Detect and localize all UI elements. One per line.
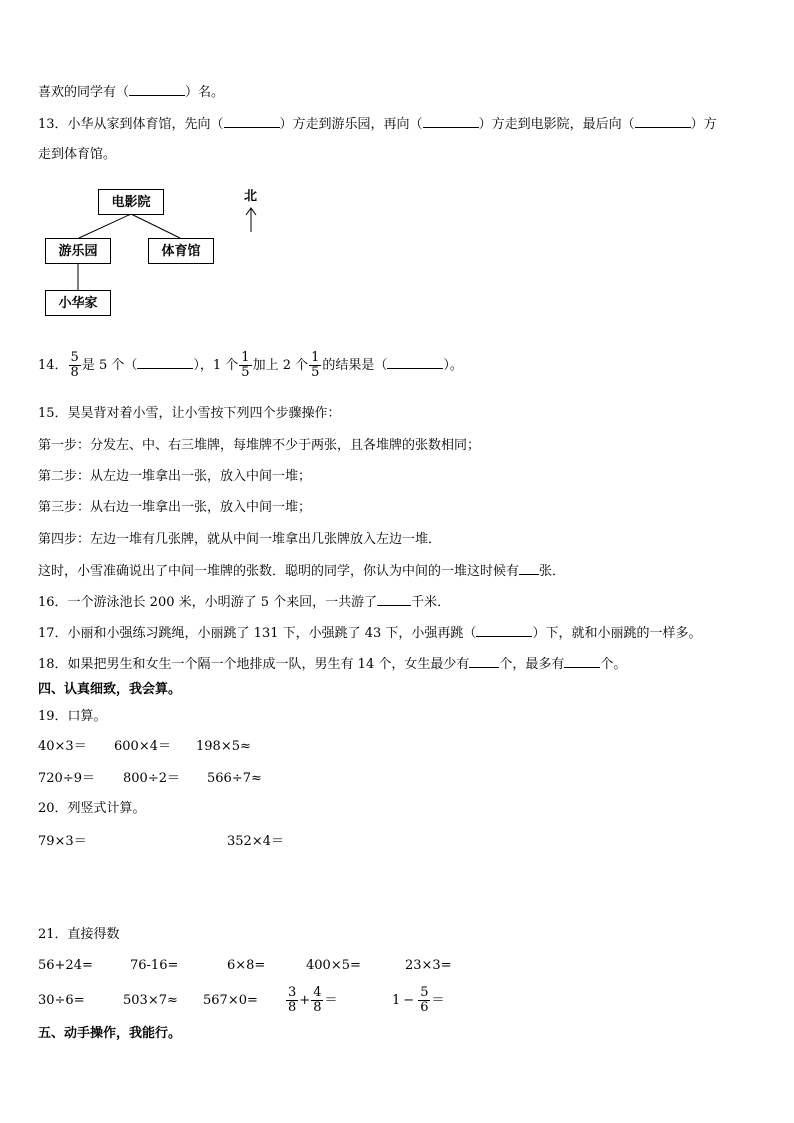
calc-item: 30÷6= <box>38 993 85 1008</box>
q15-step1: 第一步：分发左、中、右三堆牌，每堆牌不少于两张，且各堆牌的张数相同； <box>38 438 481 453</box>
fraction-1-5: $\frac{1}{5}$ <box>311 350 320 380</box>
calc-item: 720÷9＝ <box>38 771 95 786</box>
q15-step3: 第三步：从右边一堆拿出一张，放入中间一堆； <box>38 500 312 515</box>
box-gym: 体育馆 <box>148 238 214 264</box>
calc-item: 400×5= <box>306 958 361 973</box>
calc-fraction-sum: $\frac{3}{8}$ + $\frac{4}{8}$ ＝ <box>288 985 338 1015</box>
calc-item: 40×3＝ <box>38 739 87 754</box>
box-home: 小华家 <box>45 290 111 316</box>
calc-item: 503×7≈ <box>123 993 178 1008</box>
calc-item: 198×5≈ <box>196 739 251 754</box>
calc-item: 76-16= <box>130 958 179 973</box>
q13-line2: 走到体育馆。 <box>38 147 117 162</box>
direction-map <box>0 0 794 330</box>
fraction-3-8: $\frac{3}{8}$ <box>288 985 297 1015</box>
answer-blank[interactable] <box>476 624 532 637</box>
fraction-5-8: $\frac{5}{8}$ <box>70 350 79 380</box>
section-4-heading: 四、认真细致，我会算。 <box>38 682 182 697</box>
calc-item: 567×0= <box>203 993 258 1008</box>
q18: 18．如果把男生和女生一个隔一个地排成一队，男生有 14 个，女生最少有 个，最多有 个。 <box>38 657 627 672</box>
q14: 14． $\frac{5}{8}$ 是 5 个（ ），1 个 $\frac{1}{5}$ 加上 2 个 $\frac{1}{5}$ 的结果是（ ）。 <box>38 350 463 380</box>
calc-item: 566÷7≈ <box>207 771 262 786</box>
answer-blank[interactable] <box>377 593 411 606</box>
fraction-5-6: $\frac{5}{6}$ <box>420 985 429 1015</box>
calc-item: 352×4＝ <box>227 834 284 849</box>
q13-line1: 13．小华从家到体育馆，先向（ ）方走到游乐园，再向（ ）方走到电影院，最后向（ ）方 <box>38 117 717 132</box>
calc-item: 56+24= <box>38 958 93 973</box>
box-park: 游乐园 <box>45 238 111 264</box>
connector-cinema-park <box>79 214 131 238</box>
box-cinema: 电影院 <box>98 189 164 215</box>
calc-item: 79×3＝ <box>38 834 87 849</box>
q15-end: 这时，小雪准确说出了中间一堆牌的张数．聪明的同学，你认为中间的一堆这时候有 张． <box>38 564 566 579</box>
q17: 17．小丽和小强练习跳绳，小丽跳了 131 下，小强跳了 43 下，小强再跳（ ）下，就和小丽跳的一样多。 <box>38 626 702 641</box>
fraction-4-8: $\frac{4}{8}$ <box>313 985 322 1015</box>
q12-tail: 喜欢的同学有（ ）名。 <box>38 85 225 100</box>
answer-blank[interactable] <box>469 655 499 668</box>
answer-blank[interactable] <box>564 655 600 668</box>
q21-title: 21．直接得数 <box>38 927 120 942</box>
q16: 16．一个游泳池长 200 米，小明游了 5 个来回，一共游了 千米． <box>38 595 451 610</box>
calc-item: 800÷2＝ <box>123 771 180 786</box>
calc-item: 6×8= <box>227 958 266 973</box>
calc-item: 23×3= <box>405 958 452 973</box>
connector-cinema-gym <box>131 214 180 238</box>
q15-step4: 第四步：左边一堆有几张牌，就从中间一堆拿出几张牌放入左边一堆． <box>38 532 442 547</box>
answer-blank[interactable] <box>387 356 443 369</box>
calc-item: 600×4＝ <box>114 739 171 754</box>
q20-title: 20．列竖式计算。 <box>38 801 146 816</box>
answer-blank[interactable] <box>519 562 539 575</box>
q15-step2: 第二步：从左边一堆拿出一张，放入中间一堆； <box>38 469 312 484</box>
q15-intro: 15．昊昊背对着小雪，让小雪按下列四个步骤操作： <box>38 406 341 421</box>
answer-blank[interactable] <box>137 356 193 369</box>
section-5-heading: 五、动手操作，我能行。 <box>38 1026 182 1041</box>
north-label: 北 <box>244 189 258 204</box>
q19-title: 19．口算。 <box>38 709 107 724</box>
calc-fraction-diff: 1 − $\frac{5}{6}$ ＝ <box>392 985 445 1015</box>
fraction-1-5: $\frac{1}{5}$ <box>241 350 250 380</box>
